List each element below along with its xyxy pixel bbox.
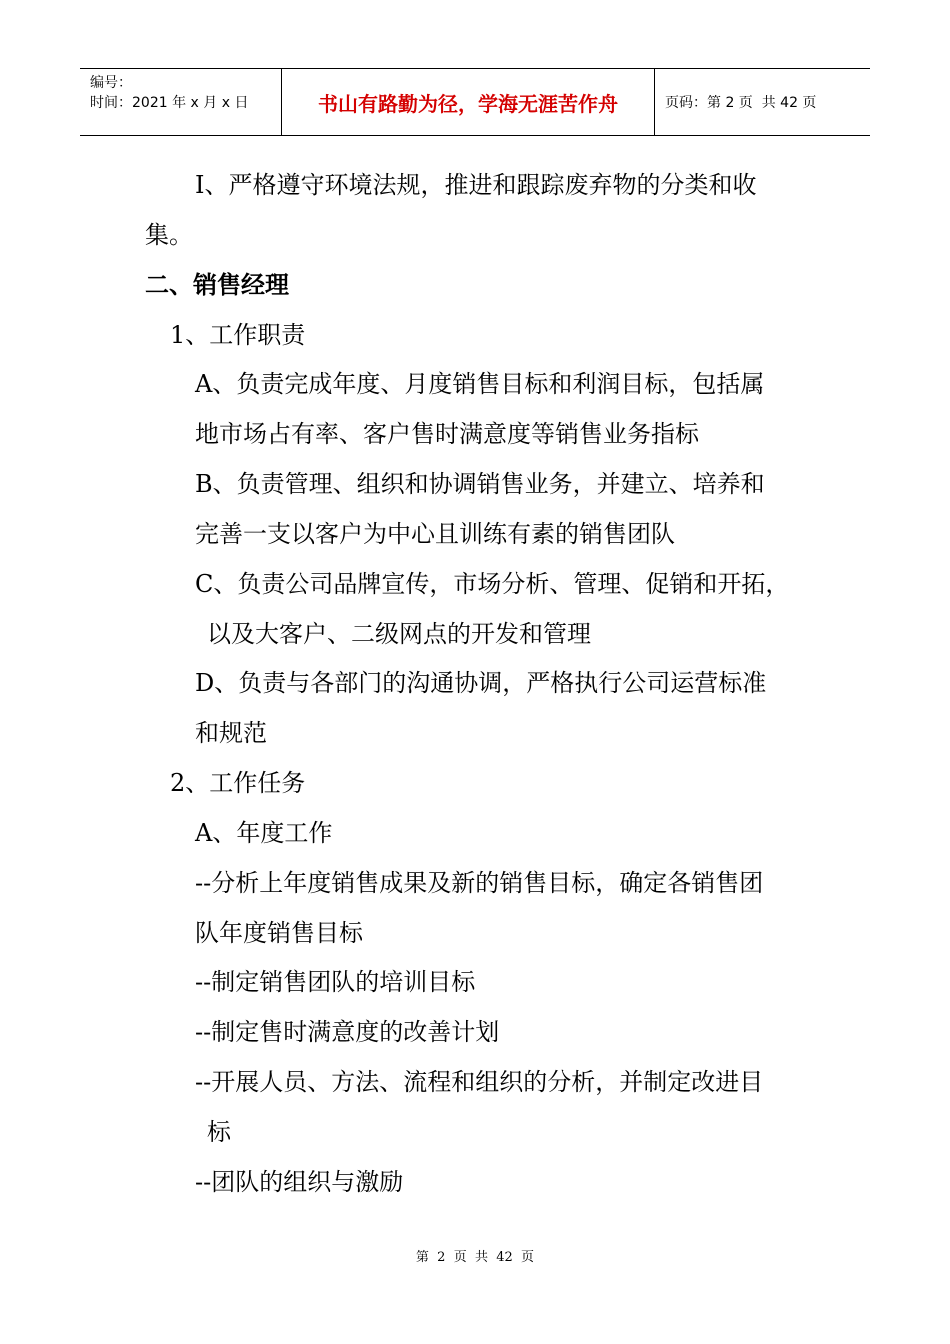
paragraph-line: --开展人员、方法、流程和组织的分析，并制定改进目: [195, 1068, 764, 1096]
paragraph-line: 地市场占有率、客户售时满意度等销售业务指标: [195, 420, 699, 448]
header-number-label: 编号：: [90, 75, 132, 91]
paragraph-line: 完善一支以客户为中心且训练有素的销售团队: [195, 520, 675, 548]
subsection-heading: 1、工作职责: [170, 321, 306, 349]
paragraph-line: A、年度工作: [195, 819, 333, 847]
paragraph-line: C、负责公司品牌宣传，市场分析、管理、促销和开拓，: [195, 570, 790, 598]
paragraph-line: --分析上年度销售成果及新的销售目标，确定各销售团: [195, 869, 764, 897]
paragraph-line: 标: [207, 1118, 231, 1146]
page-header: [80, 68, 870, 136]
page-footer: 第 2 页 共 42 页: [415, 1250, 535, 1265]
paragraph-line: 以及大客户、二级网点的开发和管理: [207, 620, 591, 648]
paragraph-line: 和规范: [195, 719, 267, 747]
paragraph-line: B、负责管理、组织和协调销售业务，并建立、培养和: [195, 470, 765, 498]
paragraph-line: --制定售时满意度的改善计划: [195, 1018, 500, 1046]
header-meta: [80, 69, 282, 135]
paragraph-line: 集。: [145, 221, 193, 249]
header-page-info: 页码：第 2 页 共 42 页: [665, 95, 817, 111]
section-heading: 二、销售经理: [145, 271, 289, 299]
paragraph-line: 队年度销售目标: [195, 919, 363, 947]
paragraph-line: A、负责完成年度、月度销售目标和利润目标，包括属: [195, 370, 765, 398]
header-time-label: 时间：2021 年 x 月 x 日: [90, 95, 249, 111]
paragraph-line: --制定销售团队的培训目标: [195, 968, 476, 996]
header-motto: 书山有路勤为径，学海无涯苦作舟: [282, 69, 655, 135]
paragraph-line: I、严格遵守环境法规，推进和跟踪废弃物的分类和收: [195, 171, 757, 199]
paragraph-line: D、负责与各部门的沟通协调，严格执行公司运营标准: [195, 669, 767, 697]
paragraph-line: --团队的组织与激励: [195, 1168, 404, 1196]
subsection-heading: 2、工作任务: [170, 769, 306, 797]
